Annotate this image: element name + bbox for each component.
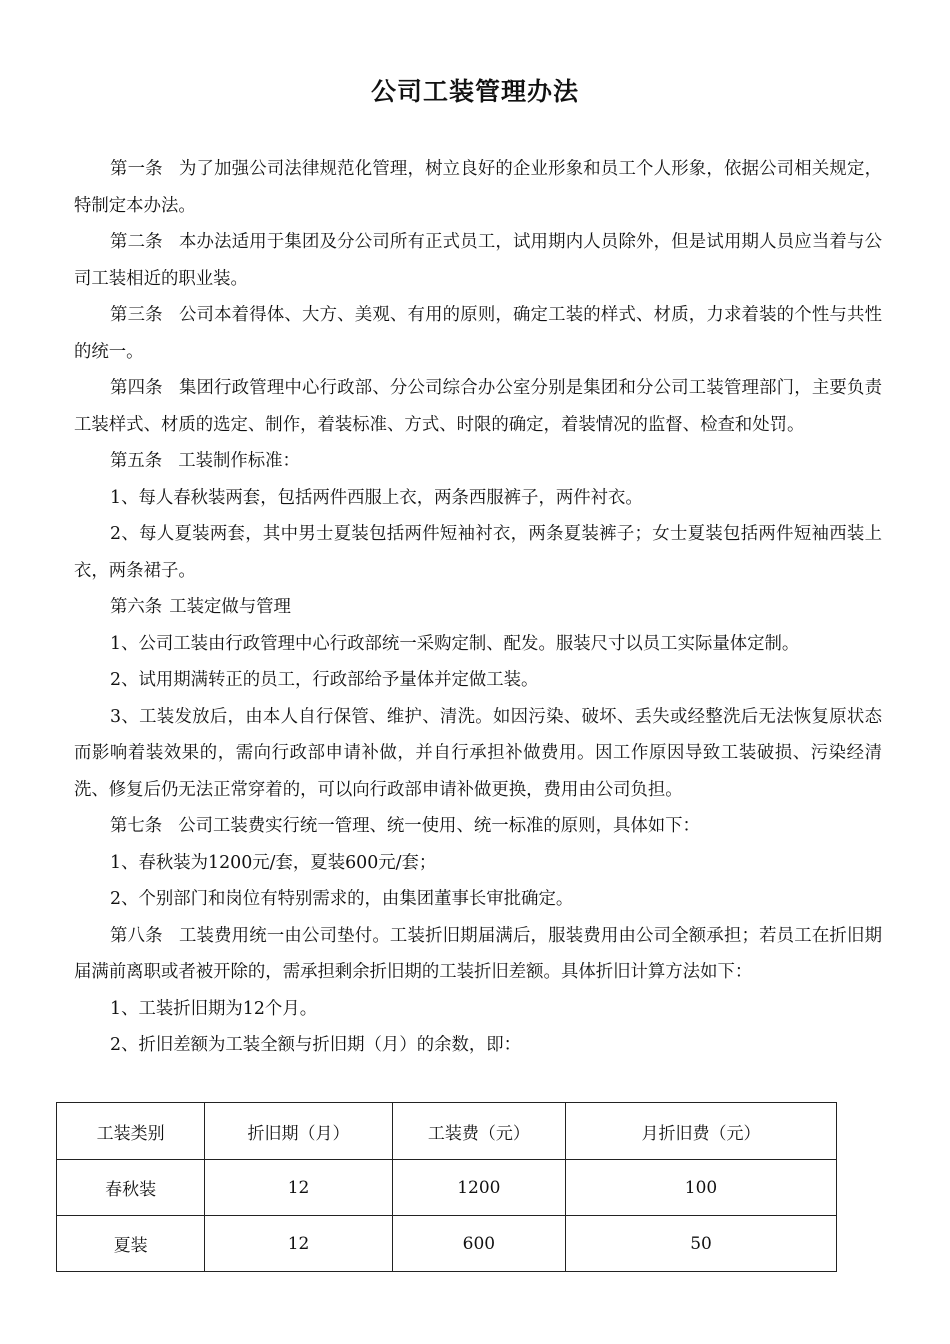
article-5-item-1 bbox=[74, 480, 882, 517]
article-6 bbox=[74, 589, 882, 626]
article-7-item-1 bbox=[74, 845, 882, 882]
article-6-item-1 bbox=[74, 626, 882, 663]
document-title: 公司工装管理办法 bbox=[370, 77, 579, 106]
article-3 bbox=[74, 297, 882, 370]
article-label: 第四条 bbox=[110, 378, 163, 398]
article-label: 第七条 bbox=[110, 816, 163, 836]
article-8-item-1 bbox=[74, 991, 882, 1028]
table-row bbox=[57, 1160, 837, 1216]
table-header-cell: 工装类别 bbox=[57, 1103, 205, 1160]
article-text: 1、春秋装为1200元/套，夏装600元/套； bbox=[110, 852, 437, 873]
article-text: 公司工装费实行统一管理、统一使用、统一标准的原则，具体如下： bbox=[178, 816, 700, 836]
table-cell: 600 bbox=[392, 1216, 565, 1272]
article-text: 2、个别部门和岗位有特别需求的，由集团董事长审批确定。 bbox=[110, 889, 574, 909]
article-text: 3、工装发放后，由本人自行保管、维护、清洗。如因污染、破坏、丢失或经整洗后无法恢复原状态而影响着装效果的，需向行政部申请补做，并自行承担补做费用。因工作原因导致工装破损、污染经清洗、修复后仍无法正常穿着的，可以向行政部申请补做更换，费用由公司负担。 bbox=[74, 706, 882, 800]
article-text: 工装定做与管理 bbox=[169, 597, 291, 617]
article-8 bbox=[74, 918, 882, 991]
article-text: 1、工装折旧期为12个月。 bbox=[110, 998, 318, 1019]
article-1 bbox=[74, 151, 882, 224]
article-text: 2、试用期满转正的员工，行政部给予量体并定做工装。 bbox=[110, 670, 539, 690]
article-4 bbox=[74, 370, 882, 443]
table-header-row bbox=[57, 1103, 837, 1160]
article-label: 第八条 bbox=[110, 925, 163, 946]
article-5-item-2 bbox=[74, 516, 882, 589]
article-6-item-2 bbox=[74, 662, 882, 699]
article-text: 本办法适用于集团及分公司所有正式员工，试用期内人员除外，但是试用期人员应当着与公司工装相近的职业装。 bbox=[74, 232, 882, 289]
article-text: 工装费用统一由公司垫付。工装折旧期届满后，服装费用由公司全额承担；若员工在折旧期届满前离职或者被开除的，需承担剩余折旧期的工装折旧差额。具体折旧计算方法如下： bbox=[74, 925, 882, 982]
article-text: 1、每人春秋装两套，包括两件西服上衣，两条西服裤子，两件衬衣。 bbox=[110, 487, 643, 508]
table-cell: 12 bbox=[205, 1216, 392, 1272]
table-cell: 12 bbox=[205, 1160, 392, 1216]
article-text: 1、公司工装由行政管理中心行政部统一采购定制、配发。服装尺寸以员工实际量体定制。 bbox=[110, 633, 800, 654]
article-text: 2、每人夏装两套，其中男士夏装包括两件短袖衬衣，两条夏装裤子；女士夏装包括两件短袖西装上衣，两条裙子。 bbox=[74, 524, 882, 581]
table-row bbox=[57, 1216, 837, 1272]
article-8-item-2 bbox=[74, 1027, 882, 1064]
article-label: 第三条 bbox=[110, 305, 163, 325]
article-6-item-3 bbox=[74, 699, 882, 809]
article-text: 工装制作标准： bbox=[178, 451, 300, 471]
article-7-item-2 bbox=[74, 881, 882, 918]
article-7 bbox=[74, 808, 882, 845]
article-text: 公司本着得体、大方、美观、有用的原则，确定工装的样式、材质，力求着装的个性与共性的统一。 bbox=[74, 305, 882, 362]
article-text: 2、折旧差额为工装全额与折旧期（月）的余数，即： bbox=[110, 1035, 522, 1055]
article-label: 第一条 bbox=[110, 159, 163, 179]
article-2 bbox=[74, 224, 882, 297]
table-cell: 夏装 bbox=[57, 1216, 205, 1272]
article-label: 第六条 bbox=[110, 597, 163, 617]
article-label: 第二条 bbox=[110, 232, 163, 252]
document-body bbox=[74, 151, 882, 1064]
table-cell: 50 bbox=[566, 1216, 837, 1272]
table-header-cell: 折旧期（月） bbox=[205, 1103, 392, 1160]
table-cell: 1200 bbox=[392, 1160, 565, 1216]
article-5 bbox=[74, 443, 882, 480]
article-text: 为了加强公司法律规范化管理，树立良好的企业形象和员工个人形象，依据公司相关规定，特制定本办法。 bbox=[74, 159, 882, 216]
table-header-cell: 月折旧费（元） bbox=[566, 1103, 837, 1160]
table-cell: 100 bbox=[566, 1160, 837, 1216]
article-label: 第五条 bbox=[110, 451, 163, 471]
table-cell: 春秋装 bbox=[57, 1160, 205, 1216]
depreciation-table bbox=[56, 1102, 837, 1272]
article-text: 集团行政管理中心行政部、分公司综合办公室分别是集团和分公司工装管理部门，主要负责工装样式、材质的选定、制作，着装标准、方式、时限的确定，着装情况的监督、检查和处罚。 bbox=[74, 378, 882, 435]
table-header-cell: 工装费（元） bbox=[392, 1103, 565, 1160]
